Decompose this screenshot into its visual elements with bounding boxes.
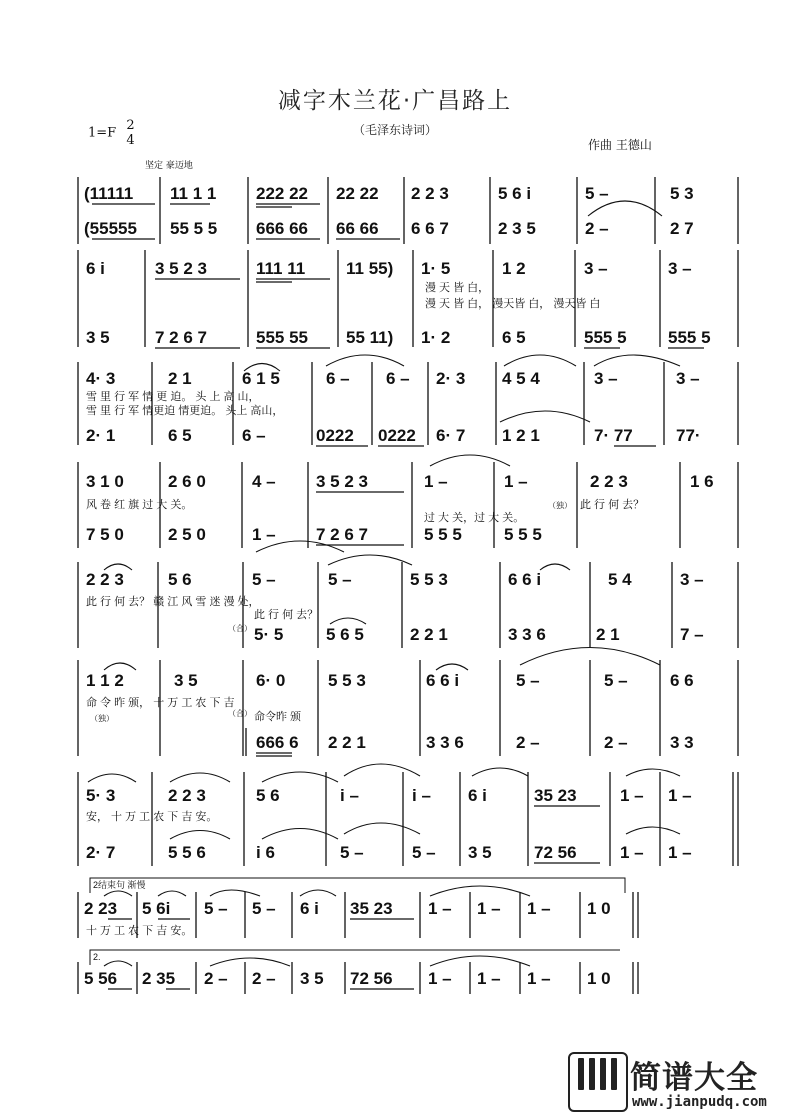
chorus-marker: （合）	[228, 709, 252, 718]
bar-notes: 6 i	[300, 899, 319, 918]
bar-notes: i –	[340, 786, 359, 805]
bar-notes: 6· 7	[436, 426, 466, 445]
lyric-line: 雪 里 行 军 情 更 迫。 头 上 高 山，	[86, 391, 260, 403]
bar-notes: 7 2 6 7	[316, 525, 368, 544]
bar-notes: 3 5 2 3	[316, 472, 368, 491]
bar-notes: 2 –	[516, 733, 540, 752]
staff-row	[78, 950, 638, 994]
chorus-marker: （合）	[228, 624, 252, 633]
piano-keys-icon	[568, 1052, 628, 1112]
bar-notes: 666 6	[256, 733, 299, 752]
bar-notes: 2 3 5	[498, 219, 536, 238]
bar-notes: 1 –	[252, 525, 276, 544]
time-denominator: 4	[126, 133, 135, 148]
lyric-line: 风 卷 红 旗 过 大 关。	[86, 499, 193, 511]
volta-bracket-label: 2结束句 渐慢	[93, 880, 146, 890]
lyric-line: 漫 天 皆 白， 漫天皆 白， 漫天皆 白	[425, 298, 601, 310]
staff-row	[78, 878, 638, 938]
bar-notes: 3 5 2 3	[155, 259, 207, 278]
bar-notes: 1 2	[502, 259, 526, 278]
bar-notes: 6· 0	[256, 671, 286, 690]
bar-notes: 3 –	[668, 259, 692, 278]
lyric-line: 十 万 工 农 下 吉 安。	[86, 925, 193, 937]
bar-notes: 0222	[316, 426, 354, 445]
bar-notes: 4· 3	[86, 369, 116, 388]
bar-notes: 5 –	[328, 570, 352, 589]
bar-notes: 3 –	[680, 570, 704, 589]
bar-notes: 2 2 3	[86, 570, 124, 589]
staff-row	[78, 455, 738, 552]
bar-notes: 5 –	[204, 899, 228, 918]
staff-row	[78, 355, 738, 446]
bar-notes: 3 1 0	[86, 472, 124, 491]
bar-notes: 1 –	[668, 786, 692, 805]
bar-notes: 7 5 0	[86, 525, 124, 544]
bar-notes: 6 –	[326, 369, 350, 388]
staff-row	[78, 177, 738, 244]
lyric-line: 过 大 关，过 大 关。	[424, 512, 525, 524]
bar-notes: 1 –	[504, 472, 528, 491]
bar-notes: 3 3	[670, 733, 694, 752]
bar-notes: 5 –	[412, 843, 436, 862]
bar-notes: 2· 1	[86, 426, 116, 445]
staff-row	[78, 764, 738, 866]
volta-bracket-label: 2.	[93, 952, 101, 962]
bar-notes: 5 –	[604, 671, 628, 690]
solo-marker: （独）	[548, 501, 572, 510]
bar-notes: (55555	[84, 219, 137, 238]
bar-notes: 1 –	[620, 843, 644, 862]
bar-notes: 2 7	[670, 219, 694, 238]
bar-notes: 1 –	[477, 899, 501, 918]
bar-notes: 1 –	[620, 786, 644, 805]
bar-notes: 1· 5	[421, 259, 451, 278]
bar-notes: 3 –	[676, 369, 700, 388]
logo-url: www.jianpudq.com	[632, 1094, 767, 1110]
bar-notes: 4 5 4	[502, 369, 540, 388]
song-title: 减字木兰花·广昌路上	[277, 88, 513, 114]
bar-notes: 6 –	[242, 426, 266, 445]
lyric-line: 雪 里 行 军 情更迫 情更迫。 头上 高山，	[86, 405, 284, 417]
bar-notes: 11 1 1	[170, 184, 217, 203]
bar-notes: 5 5 5	[504, 525, 542, 544]
bar-notes: 5 3	[670, 184, 694, 203]
bar-notes: 666 66	[256, 219, 308, 238]
bar-notes: 1 –	[527, 899, 551, 918]
bar-notes: i –	[412, 786, 431, 805]
key-label: 1=F	[88, 125, 117, 141]
bar-notes: 2 2 3	[590, 472, 628, 491]
bar-notes: 6 6	[670, 671, 694, 690]
bar-notes: 1 –	[428, 969, 452, 988]
bar-notes: 1· 2	[421, 328, 451, 347]
lyricist-subtitle: （毛泽东诗词）	[352, 123, 437, 137]
bar-notes: 1 1 2	[86, 671, 124, 690]
bar-notes: 6 5	[502, 328, 526, 347]
bar-notes: 6 –	[386, 369, 410, 388]
lyric-line: 漫 天 皆 白，	[425, 282, 490, 294]
bar-notes: 5 –	[340, 843, 364, 862]
bar-notes: 5 –	[516, 671, 540, 690]
composer-credit: 作曲 王德山	[588, 138, 652, 152]
bar-notes: 2 6 0	[168, 472, 206, 491]
bar-notes: 5 6 i	[498, 184, 532, 203]
bar-notes: 1 0	[587, 899, 611, 918]
bar-notes: 2 –	[252, 969, 276, 988]
bar-notes: 6 6 i	[508, 570, 542, 589]
bar-notes: 5 5 6	[168, 843, 206, 862]
bar-notes: 5 56	[84, 969, 118, 988]
bar-notes: 55 5 5	[170, 219, 218, 238]
bar-notes: 55 11)	[346, 328, 394, 347]
bar-notes: 1 –	[428, 899, 452, 918]
bar-notes: 3 5	[300, 969, 324, 988]
site-logo	[568, 1052, 783, 1114]
bar-notes: 6 i	[86, 259, 105, 278]
bar-notes: 5 6i	[142, 899, 171, 918]
bar-notes: 72 56	[350, 969, 393, 988]
bar-notes: 1 –	[424, 472, 448, 491]
bar-notes: 2 2 3	[411, 184, 449, 203]
bar-notes: 2· 3	[436, 369, 466, 388]
bar-notes: 35 23	[534, 786, 577, 805]
bar-notes: 1 0	[587, 969, 611, 988]
bar-notes: 5 –	[252, 570, 276, 589]
solo-marker: （独）	[90, 714, 114, 723]
bar-notes: 4 –	[252, 472, 276, 491]
bar-notes: 1 6	[690, 472, 714, 491]
bar-notes: 5 4	[608, 570, 632, 589]
lyric-line: 此 行 何 去？ 赣 江 风 雪 迷 漫 处，	[86, 596, 260, 608]
bar-notes: 1 2 1	[502, 426, 540, 445]
bar-notes: 5 6 5	[326, 625, 364, 644]
bar-notes: 11 55)	[346, 259, 394, 278]
bar-notes: 2 –	[585, 219, 609, 238]
bar-notes: 35 23	[350, 899, 393, 918]
bar-notes: 555 55	[256, 328, 308, 347]
bar-notes: 1 –	[527, 969, 551, 988]
staff-row	[78, 648, 738, 757]
bar-notes: 6 5	[168, 426, 192, 445]
bar-notes: 5 6	[168, 570, 192, 589]
bar-notes: 2 2 3	[168, 786, 206, 805]
lyric-line: 此 行 何 去？	[254, 609, 319, 621]
bar-notes: 2 2 1	[410, 625, 448, 644]
bar-notes: 5· 5	[254, 625, 284, 644]
bar-notes: 7 2 6 7	[155, 328, 207, 347]
bar-notes: 2 1	[596, 625, 620, 644]
bar-notes: 111 11	[256, 259, 306, 278]
bar-notes: 2 5 0	[168, 525, 206, 544]
bar-notes: 5 –	[252, 899, 276, 918]
bar-notes: 7· 77	[594, 426, 633, 445]
bar-notes: 2 2 1	[328, 733, 366, 752]
staff-row	[78, 555, 738, 648]
lyric-line: 安， 十 万 工 农 下 吉 安。	[86, 811, 218, 823]
bar-notes: 3 –	[584, 259, 608, 278]
bar-notes: 555 5	[668, 328, 711, 347]
bar-notes: 5 5 3	[410, 570, 448, 589]
lyric-line: 命 令 昨 颁， 十 万 工 农 下 吉	[86, 697, 235, 709]
bar-notes: 77·	[676, 426, 701, 445]
bar-notes: 2 23	[84, 899, 118, 918]
bar-notes: i 6	[256, 843, 275, 862]
lyric-line: 命令昨 颁	[254, 711, 302, 723]
bar-notes: 3 5	[468, 843, 492, 862]
bar-notes: 3 –	[594, 369, 618, 388]
bar-notes: 6 i	[468, 786, 487, 805]
bar-notes: 555 5	[584, 328, 627, 347]
time-numerator: 2	[126, 118, 135, 133]
bar-notes: 0222	[378, 426, 416, 445]
staff-row	[78, 250, 738, 348]
bar-notes: 2 –	[204, 969, 228, 988]
bar-notes: 5 5 3	[328, 671, 366, 690]
bar-notes: 1 –	[668, 843, 692, 862]
bar-notes: 5· 3	[86, 786, 116, 805]
bar-notes: 66 66	[336, 219, 379, 238]
bar-notes: 3 5	[174, 671, 198, 690]
bar-notes: 5 5 5	[424, 525, 462, 544]
bar-notes: 3 5	[86, 328, 110, 347]
bar-notes: 6 6 i	[426, 671, 460, 690]
bar-notes: 2 –	[604, 733, 628, 752]
bar-notes: (11111	[84, 184, 134, 203]
bar-notes: 6 6 7	[411, 219, 449, 238]
bar-notes: 2· 7	[86, 843, 116, 862]
lyric-line: 此 行 何 去？	[580, 499, 645, 511]
bar-notes: 3 3 6	[426, 733, 464, 752]
tempo-marking: 坚定 豪迈地	[145, 161, 193, 171]
bar-notes: 7 –	[680, 625, 704, 644]
bar-notes: 5 –	[585, 184, 609, 203]
bar-notes: 2 1	[168, 369, 192, 388]
bar-notes: 72 56	[534, 843, 577, 862]
logo-name: 简谱大全	[630, 1060, 758, 1096]
bar-notes: 5 6	[256, 786, 280, 805]
bar-notes: 2 35	[142, 969, 176, 988]
bar-notes: 22 22	[336, 184, 379, 203]
bar-notes: 1 –	[477, 969, 501, 988]
bar-notes: 222 22	[256, 184, 308, 203]
bar-notes: 6 1 5	[242, 369, 280, 388]
bar-notes: 3 3 6	[508, 625, 546, 644]
